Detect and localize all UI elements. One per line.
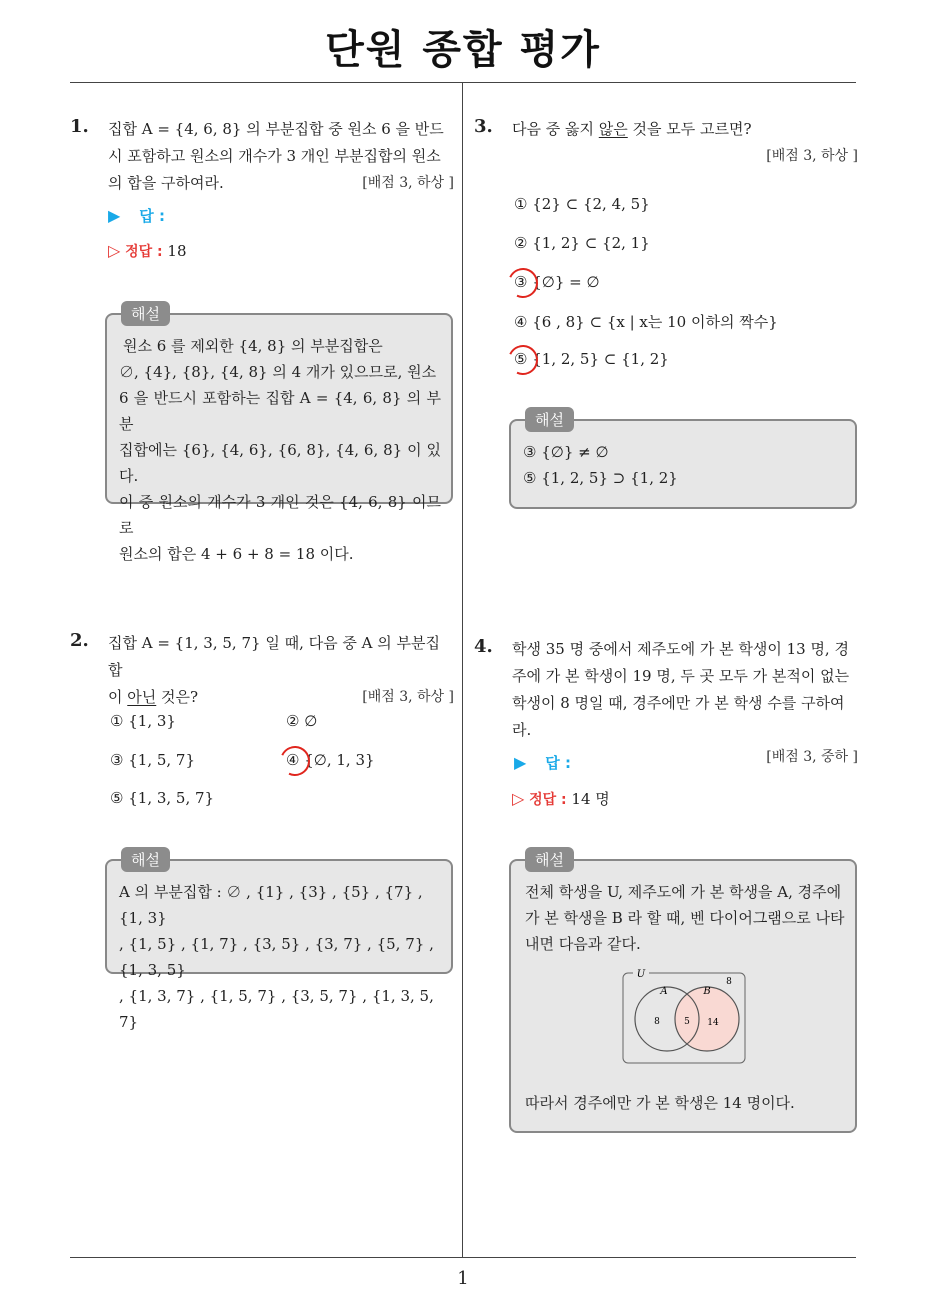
score-meta: [배점 3, 하상 ] — [362, 689, 454, 705]
solution-tag: 해설 — [121, 847, 170, 872]
venn-diagram — [619, 967, 759, 1067]
solution-line: , {1, 5} , {1, 7} , {3, 5} , {3, 7} , {5, 7} , {1, 3, 5} — [119, 935, 434, 979]
choice-4[interactable] — [286, 751, 375, 769]
solution-line: 가 본 학생을 B 라 할 때, 벤 다이어그램으로 나타 — [525, 909, 845, 927]
solution-tag: 해설 — [525, 407, 574, 432]
choice-mark: ② — [286, 712, 300, 730]
correct-value: 18 — [167, 242, 187, 260]
choice-2[interactable] — [286, 712, 317, 730]
choice-mark: ② — [514, 234, 528, 252]
question-body: 다음 중 옳지 — [512, 120, 599, 138]
question-number: 1. — [70, 116, 89, 137]
choice-3[interactable] — [110, 751, 195, 769]
page-number: 1 — [457, 1268, 469, 1289]
solution-tag: 해설 — [121, 301, 170, 326]
choice-2[interactable] — [514, 234, 650, 252]
solution-line: 이 중 원소의 개수가 3 개인 것은 {4, 6, 8} 이므로 — [119, 493, 441, 537]
correct-arrow-icon: ▷ — [512, 789, 525, 808]
choice-5[interactable] — [110, 789, 214, 807]
solution-body — [107, 861, 451, 1035]
question-body: 것을 모두 고르면? — [627, 120, 752, 138]
question-text — [108, 116, 454, 197]
score-meta: [배점 3, 중하 ] — [766, 749, 858, 765]
choice-text: {1, 2} ⊂ {2, 1} — [532, 234, 650, 252]
solution-line: ③ {∅} ≠ ∅ — [523, 443, 609, 461]
solution-line: 집합에는 {6}, {4, 6}, {6, 8}, {4, 6, 8} 이 있다. — [119, 441, 441, 485]
page-title: 단원 종합 평가 — [325, 27, 601, 73]
solution-line: 내면 다음과 같다. — [525, 935, 641, 953]
choice-text: {∅, 1, 3} — [304, 751, 375, 769]
question-3 — [474, 116, 858, 170]
choice-text: {∅} = ∅ — [532, 273, 600, 291]
outside-count: 8 — [726, 977, 732, 987]
question-2 — [70, 630, 454, 711]
question-number: 3. — [474, 116, 493, 137]
choice-3[interactable] — [514, 273, 600, 291]
choice-text: {2} ⊂ {2, 4, 5} — [532, 195, 650, 213]
choice-text: {6 , 8} ⊂ {x | x는 10 이하의 짝수} — [532, 313, 778, 331]
correct-answer — [108, 241, 187, 261]
choice-mark: ① — [514, 195, 528, 213]
question-4 — [474, 636, 858, 771]
choice-mark: ③ — [110, 751, 124, 769]
answer-arrow-icon: ▶ — [108, 206, 121, 225]
answer-arrow-icon: ▶ — [514, 753, 527, 772]
correct-label: 정답 : — [529, 792, 567, 808]
solution-box — [105, 851, 453, 1031]
solution-conclusion: 따라서 경주에만 가 본 학생은 14 명이다. — [525, 1094, 795, 1112]
only-b-count: 14 — [707, 1018, 719, 1028]
underlined-word: 아닌 — [127, 688, 157, 706]
correct-arrow-icon: ▷ — [108, 241, 121, 260]
solution-line: 전체 학생을 U, 제주도에 가 본 학생을 A, 경주에 — [525, 883, 842, 901]
choice-mark: ⑤ — [514, 350, 528, 368]
question-text — [108, 630, 454, 711]
question-body: 것은? — [156, 688, 199, 706]
solution-line: ⑤ {1, 2, 5} ⊃ {1, 2} — [523, 469, 678, 487]
choice-mark: ④ — [514, 313, 528, 331]
question-text — [512, 116, 858, 170]
choice-text: {1, 3} — [128, 712, 176, 730]
set-a-label: A — [660, 986, 668, 997]
solution-body — [511, 861, 855, 957]
solution-line: 원소 6 를 제외한 {4, 8} 의 부분집합은 — [123, 337, 383, 355]
score-meta: [배점 3, 하상 ] — [766, 148, 858, 164]
choice-1[interactable] — [110, 712, 176, 730]
bottom-divider — [70, 1257, 856, 1258]
answer-line[interactable] — [108, 205, 165, 226]
choice-5[interactable] — [514, 350, 669, 368]
choice-text: ∅ — [304, 712, 318, 730]
solution-body — [107, 315, 451, 567]
choice-4[interactable] — [514, 311, 778, 332]
column-divider — [462, 82, 463, 1257]
universe-label: U — [636, 969, 646, 980]
only-a-count: 8 — [654, 1017, 660, 1027]
choice-mark: ③ — [514, 273, 528, 291]
choice-mark: ⑤ — [110, 789, 124, 807]
solution-line: 원소의 합은 4 + 6 + 8 = 18 이다. — [119, 545, 354, 563]
choice-mark: ④ — [286, 751, 300, 769]
question-body: 학생 35 명 중에서 제주도에 가 본 학생이 13 명, 경주에 가 본 학생이 19 명, 두 곳 모두 가 본적이 없는 학생이 8 명일 때, 경주에만 가 본 학생 수를 구하여라. — [512, 640, 850, 739]
solution-line: A 의 부분집합 : ∅ , {1} , {3} , {5} , {7} , {1, 3} — [119, 883, 423, 927]
solution-box — [105, 305, 453, 563]
solution-tag: 해설 — [525, 847, 574, 872]
top-divider — [70, 82, 856, 83]
solution-line: 6 을 반드시 포함하는 집합 A = {4, 6, 8} 의 부분 — [119, 389, 441, 433]
answer-line[interactable] — [514, 752, 571, 773]
intersection-count: 5 — [684, 1017, 690, 1027]
solution-box — [509, 851, 857, 1133]
correct-answer — [512, 788, 610, 809]
choice-text: {1, 2, 5} ⊂ {1, 2} — [532, 350, 669, 368]
answer-label: 답 : — [139, 207, 165, 225]
choice-text: {1, 5, 7} — [128, 751, 196, 769]
correct-value: 14 명 — [571, 790, 610, 808]
set-b-label: B — [703, 986, 711, 997]
question-body: 이 — [108, 688, 128, 706]
underlined-word: 않은 — [598, 120, 628, 138]
question-1 — [70, 116, 454, 197]
solution-line: , {1, 3, 7} , {1, 5, 7} , {3, 5, 7} , {1, 3, 5, 7} — [119, 987, 434, 1031]
solution-line: ∅, {4}, {8}, {4, 8} 의 4 개가 있으므로, 원소 — [119, 363, 437, 381]
question-body: 집합 A = {4, 6, 8} 의 부분집합 중 원소 6 을 반드시 포함하고 원소의 개수가 3 개인 부분집합의 원소의 합을 구하여라. — [108, 120, 444, 192]
answer-label: 답 : — [545, 754, 571, 772]
question-text — [512, 636, 858, 771]
choice-text: {1, 3, 5, 7} — [128, 789, 215, 807]
score-meta: [배점 3, 하상 ] — [362, 175, 454, 191]
question-number: 2. — [70, 630, 89, 651]
correct-label: 정답 : — [125, 244, 163, 260]
solution-box — [509, 411, 857, 509]
question-body: 집합 A = {1, 3, 5, 7} 일 때, 다음 중 A 의 부분집합 — [108, 634, 440, 679]
choice-1[interactable] — [514, 195, 650, 213]
choice-mark: ① — [110, 712, 124, 730]
question-number: 4. — [474, 636, 493, 657]
